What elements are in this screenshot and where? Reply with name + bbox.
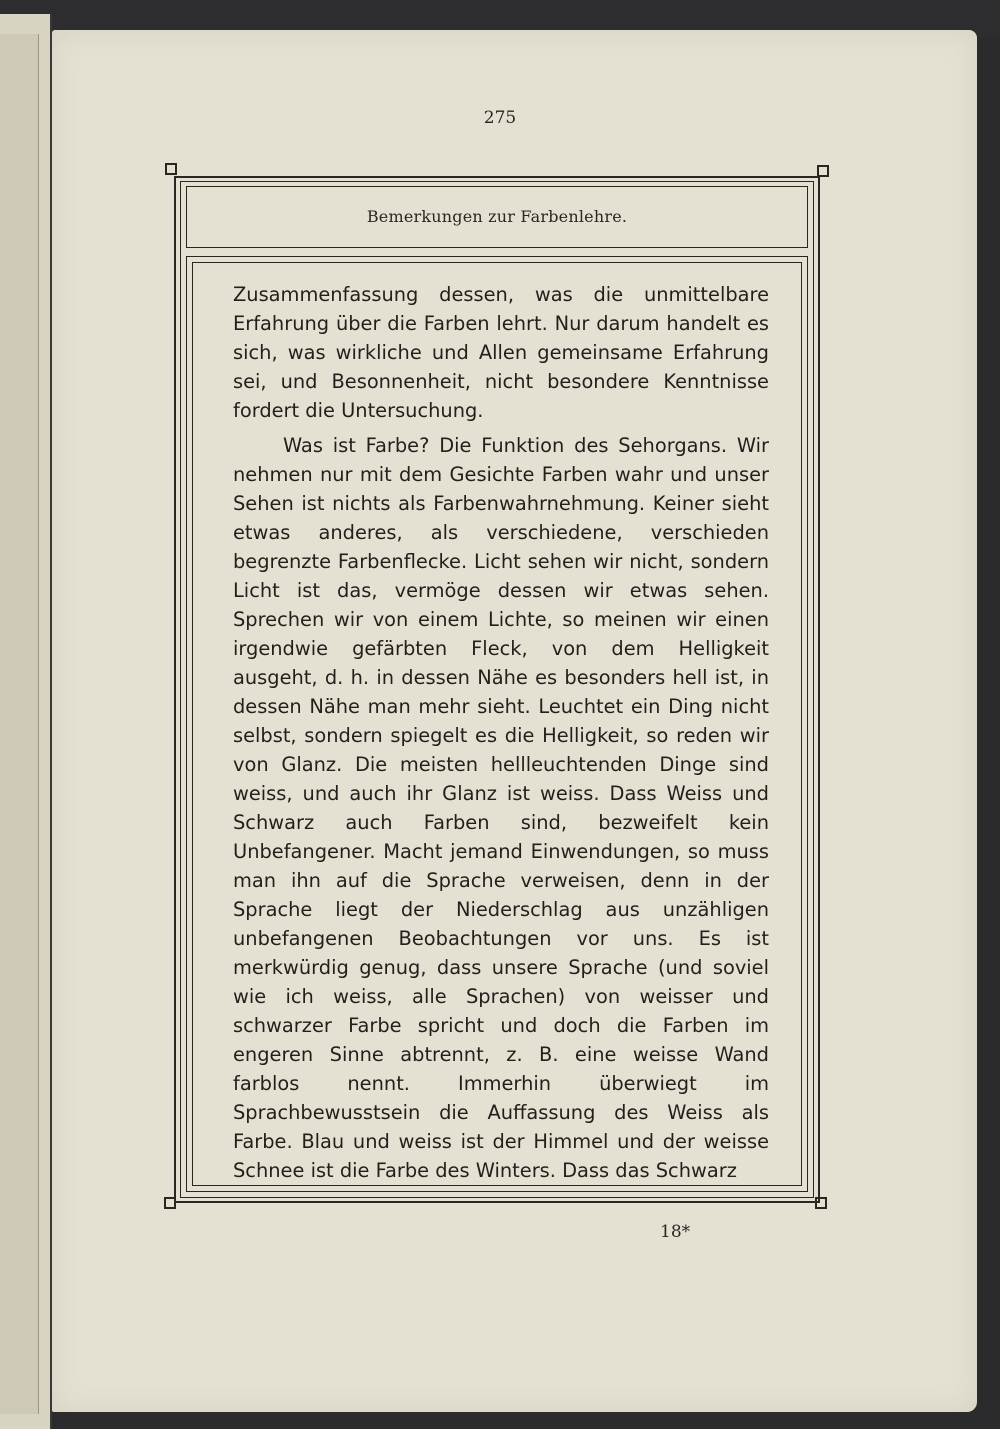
paragraph-1: Zusammenfassung dessen, was die unmittelbare Erfahrung über die Farben lehrt. Nur darum handelt es sich, was wirkliche und Allen gemeinsame Erfahrung sei, und Besonnenheit, nicht besondere Kenntnisse fordert die Untersuchung. [233,283,769,422]
corner-ornament-bottom-right [815,1197,827,1209]
running-header-box [186,186,808,248]
frame-top-rule [174,176,820,178]
frame-left-rule-inner [180,181,181,1198]
body-text [233,280,769,1185]
frame-left-rule [174,176,176,1203]
paragraph-2: Was ist Farbe? Die Funktion des Sehorgans. Wir nehmen nur mit dem Gesichte Farben wahr und unser Sehen ist nichts als Farbenwahrnehmung. Keiner sieht etwas anderes, als verschiedene, verschieden begrenzte Farbenflecke. Licht sehen wir nicht, sondern Licht ist das, vermöge dessen wir etwas sehen. Sprechen wir von einem Lichte, so meinen wir einen irgendwie gefärbten Fleck, von dem Helligkeit ausgeht, d. h. in dessen Nähe es besonders hell ist, in dessen Nähe man mehr sieht. Leuchtet ein Ding nicht selbst, sondern spiegelt es die Helligkeit, so reden wir von Glanz. Die meisten hellleuchtenden Dinge sind weiss, und auch ihr Glanz ist weiss. Dass Weiss und Schwarz auch Farben sind, bezweifelt kein Unbefangener. Macht jemand Einwendungen, so muss man ihn auf die Sprache verweisen, denn in der Sprache liegt der Niederschlag aus unzähligen unbefangenen Beobachtungen vor uns. Es ist merkwürdig genug, dass unsere Sprache (und soviel wie ich weiss, alle Sprachen) von weisser und schwarzer Farbe spricht und doch die Farben im engeren Sinne abtrennt, z. B. eine weisse Wand farblos nennt. Immerhin überwiegt im Sprachbewusstsein die Auffassung des Weiss als Farbe. Blau und weiss ist der Himmel und der weisse Schnee ist die Farbe des Winters. Dass das Schwarz [233,434,769,1182]
page-number: 275 [483,108,517,128]
frame-right-rule-inner [813,181,814,1198]
facing-page-edge [0,14,52,1429]
corner-ornament-bottom-left [164,1197,176,1209]
corner-ornament-top-right [817,165,829,177]
frame-right-rule [818,176,820,1203]
frame-bottom-rule-inner [180,1197,814,1198]
signature-mark: 18* [660,1222,691,1242]
facing-page-fold [0,34,39,1414]
frame-bottom-rule [174,1201,820,1203]
running-title: Bemerkungen zur Farbenlehre. [366,207,628,226]
corner-ornament-top-left [165,163,177,175]
frame-top-rule-inner [180,181,814,182]
